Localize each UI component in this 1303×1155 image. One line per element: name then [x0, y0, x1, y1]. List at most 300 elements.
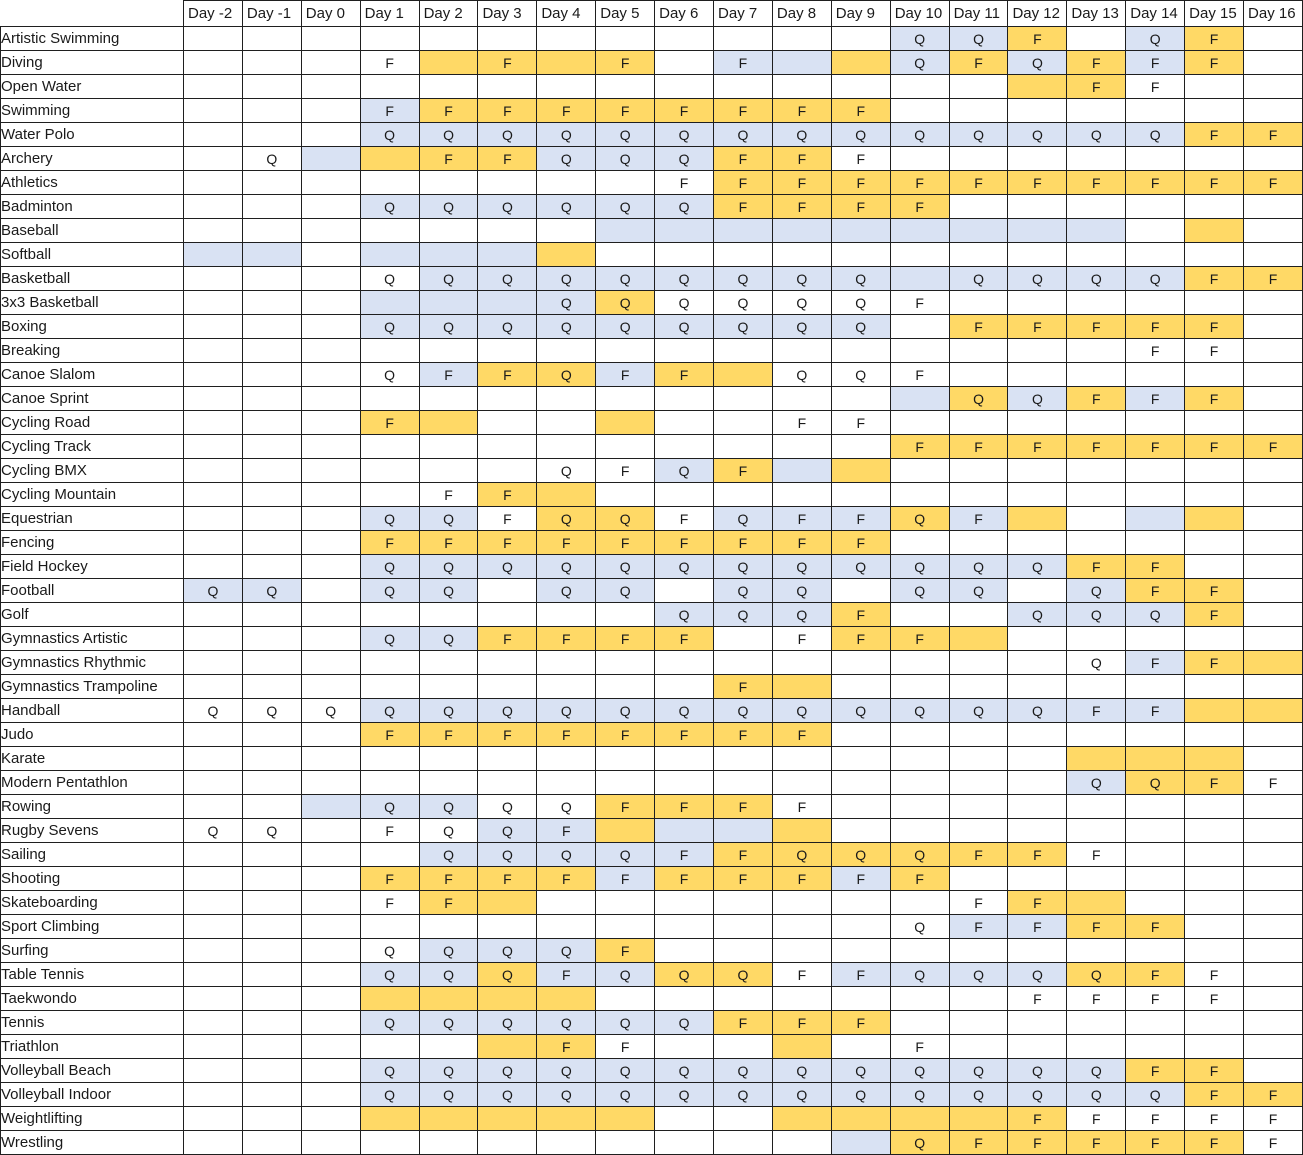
- schedule-cell[interactable]: Q: [537, 291, 596, 315]
- schedule-cell[interactable]: Q: [419, 819, 478, 843]
- schedule-cell[interactable]: [184, 315, 243, 339]
- schedule-cell[interactable]: Q: [596, 555, 655, 579]
- schedule-cell[interactable]: [184, 51, 243, 75]
- schedule-cell[interactable]: Q: [1067, 1059, 1126, 1083]
- schedule-cell[interactable]: Q: [1008, 963, 1067, 987]
- schedule-cell[interactable]: [1244, 291, 1303, 315]
- schedule-cell[interactable]: [360, 771, 419, 795]
- schedule-cell[interactable]: F: [419, 483, 478, 507]
- schedule-cell[interactable]: [596, 819, 655, 843]
- schedule-cell[interactable]: Q: [890, 843, 949, 867]
- schedule-cell[interactable]: [1244, 651, 1303, 675]
- schedule-cell[interactable]: F: [1185, 963, 1244, 987]
- schedule-cell[interactable]: [831, 387, 890, 411]
- schedule-cell[interactable]: [184, 1131, 243, 1155]
- schedule-cell[interactable]: [1244, 1011, 1303, 1035]
- schedule-cell[interactable]: [772, 459, 831, 483]
- schedule-cell[interactable]: [419, 651, 478, 675]
- schedule-cell[interactable]: Q: [831, 267, 890, 291]
- schedule-cell[interactable]: [596, 747, 655, 771]
- schedule-cell[interactable]: [184, 723, 243, 747]
- schedule-cell[interactable]: F: [714, 147, 773, 171]
- schedule-cell[interactable]: [890, 1011, 949, 1035]
- schedule-cell[interactable]: [301, 387, 360, 411]
- schedule-cell[interactable]: F: [478, 147, 537, 171]
- schedule-cell[interactable]: Q: [714, 555, 773, 579]
- schedule-cell[interactable]: [184, 795, 243, 819]
- day-header-3[interactable]: Day 3: [478, 1, 537, 27]
- schedule-cell[interactable]: [360, 1131, 419, 1155]
- schedule-cell[interactable]: [831, 795, 890, 819]
- schedule-cell[interactable]: F: [360, 867, 419, 891]
- schedule-cell[interactable]: [596, 27, 655, 51]
- schedule-cell[interactable]: [1185, 99, 1244, 123]
- schedule-cell[interactable]: [1244, 699, 1303, 723]
- schedule-cell[interactable]: [890, 75, 949, 99]
- schedule-cell[interactable]: [301, 435, 360, 459]
- schedule-cell[interactable]: [184, 387, 243, 411]
- schedule-cell[interactable]: Q: [419, 195, 478, 219]
- schedule-cell[interactable]: [1008, 627, 1067, 651]
- schedule-cell[interactable]: [655, 1107, 714, 1131]
- schedule-cell[interactable]: [301, 243, 360, 267]
- schedule-cell[interactable]: Q: [655, 267, 714, 291]
- schedule-cell[interactable]: F: [537, 531, 596, 555]
- schedule-cell[interactable]: [596, 435, 655, 459]
- day-header-2[interactable]: Day 2: [419, 1, 478, 27]
- schedule-cell[interactable]: F: [419, 363, 478, 387]
- schedule-cell[interactable]: [1067, 411, 1126, 435]
- schedule-cell[interactable]: [537, 75, 596, 99]
- schedule-cell[interactable]: F: [596, 363, 655, 387]
- schedule-cell[interactable]: [1244, 579, 1303, 603]
- schedule-cell[interactable]: Q: [537, 147, 596, 171]
- schedule-cell[interactable]: Q: [890, 1131, 949, 1155]
- schedule-cell[interactable]: Q: [478, 267, 537, 291]
- schedule-cell[interactable]: Q: [537, 795, 596, 819]
- schedule-cell[interactable]: [772, 219, 831, 243]
- schedule-cell[interactable]: Q: [772, 267, 831, 291]
- schedule-cell[interactable]: [831, 747, 890, 771]
- schedule-cell[interactable]: Q: [655, 123, 714, 147]
- schedule-cell[interactable]: [301, 75, 360, 99]
- schedule-cell[interactable]: [949, 1035, 1008, 1059]
- schedule-cell[interactable]: Q: [478, 195, 537, 219]
- schedule-cell[interactable]: [419, 75, 478, 99]
- schedule-cell[interactable]: [242, 1131, 301, 1155]
- schedule-cell[interactable]: Q: [478, 699, 537, 723]
- schedule-cell[interactable]: [184, 507, 243, 531]
- schedule-cell[interactable]: Q: [537, 555, 596, 579]
- schedule-cell[interactable]: Q: [537, 363, 596, 387]
- schedule-cell[interactable]: [301, 843, 360, 867]
- schedule-cell[interactable]: [949, 291, 1008, 315]
- sport-label[interactable]: Skateboarding: [1, 891, 184, 915]
- schedule-cell[interactable]: F: [1185, 171, 1244, 195]
- schedule-cell[interactable]: [714, 483, 773, 507]
- schedule-cell[interactable]: [1126, 243, 1185, 267]
- schedule-cell[interactable]: [890, 987, 949, 1011]
- schedule-cell[interactable]: [1008, 147, 1067, 171]
- schedule-cell[interactable]: [301, 987, 360, 1011]
- sport-label[interactable]: Cycling BMX: [1, 459, 184, 483]
- schedule-cell[interactable]: [478, 1035, 537, 1059]
- schedule-cell[interactable]: [890, 771, 949, 795]
- schedule-cell[interactable]: [301, 531, 360, 555]
- schedule-cell[interactable]: Q: [1008, 1059, 1067, 1083]
- schedule-cell[interactable]: F: [1126, 915, 1185, 939]
- schedule-cell[interactable]: Q: [890, 579, 949, 603]
- schedule-cell[interactable]: F: [419, 723, 478, 747]
- schedule-cell[interactable]: [714, 363, 773, 387]
- schedule-cell[interactable]: [301, 195, 360, 219]
- schedule-cell[interactable]: [242, 843, 301, 867]
- schedule-cell[interactable]: F: [1126, 435, 1185, 459]
- schedule-cell[interactable]: [360, 243, 419, 267]
- schedule-cell[interactable]: [242, 363, 301, 387]
- schedule-cell[interactable]: [655, 651, 714, 675]
- schedule-cell[interactable]: F: [831, 507, 890, 531]
- schedule-cell[interactable]: Q: [419, 579, 478, 603]
- schedule-cell[interactable]: F: [478, 867, 537, 891]
- sport-label[interactable]: Artistic Swimming: [1, 27, 184, 51]
- schedule-cell[interactable]: [360, 387, 419, 411]
- schedule-cell[interactable]: [301, 819, 360, 843]
- schedule-cell[interactable]: [772, 1107, 831, 1131]
- schedule-cell[interactable]: F: [537, 99, 596, 123]
- schedule-cell[interactable]: Q: [1008, 267, 1067, 291]
- schedule-cell[interactable]: [301, 291, 360, 315]
- day-header-13[interactable]: Day 13: [1067, 1, 1126, 27]
- schedule-cell[interactable]: [242, 243, 301, 267]
- schedule-cell[interactable]: [890, 723, 949, 747]
- schedule-cell[interactable]: [1126, 459, 1185, 483]
- schedule-cell[interactable]: F: [714, 675, 773, 699]
- schedule-cell[interactable]: [655, 915, 714, 939]
- schedule-cell[interactable]: [1126, 795, 1185, 819]
- schedule-cell[interactable]: F: [596, 531, 655, 555]
- schedule-cell[interactable]: [772, 987, 831, 1011]
- schedule-cell[interactable]: [655, 771, 714, 795]
- schedule-cell[interactable]: [1185, 1011, 1244, 1035]
- sport-label[interactable]: Badminton: [1, 195, 184, 219]
- schedule-cell[interactable]: [772, 387, 831, 411]
- schedule-cell[interactable]: F: [1067, 1131, 1126, 1155]
- schedule-cell[interactable]: Q: [714, 123, 773, 147]
- schedule-cell[interactable]: Q: [360, 579, 419, 603]
- schedule-cell[interactable]: [949, 195, 1008, 219]
- schedule-cell[interactable]: F: [1008, 171, 1067, 195]
- schedule-cell[interactable]: F: [1126, 651, 1185, 675]
- schedule-cell[interactable]: [478, 219, 537, 243]
- schedule-cell[interactable]: F: [949, 843, 1008, 867]
- schedule-cell[interactable]: [537, 771, 596, 795]
- schedule-cell[interactable]: F: [655, 507, 714, 531]
- schedule-cell[interactable]: [1067, 747, 1126, 771]
- schedule-cell[interactable]: F: [1067, 75, 1126, 99]
- schedule-cell[interactable]: F: [1185, 1083, 1244, 1107]
- schedule-cell[interactable]: [301, 507, 360, 531]
- schedule-cell[interactable]: [478, 891, 537, 915]
- schedule-cell[interactable]: [1008, 723, 1067, 747]
- schedule-cell[interactable]: [184, 267, 243, 291]
- schedule-cell[interactable]: [655, 675, 714, 699]
- schedule-cell[interactable]: [242, 771, 301, 795]
- day-header-8[interactable]: Day 8: [772, 1, 831, 27]
- schedule-cell[interactable]: Q: [360, 195, 419, 219]
- schedule-cell[interactable]: [831, 219, 890, 243]
- schedule-cell[interactable]: F: [714, 171, 773, 195]
- schedule-cell[interactable]: F: [890, 291, 949, 315]
- schedule-cell[interactable]: [949, 771, 1008, 795]
- schedule-cell[interactable]: [360, 747, 419, 771]
- schedule-cell[interactable]: Q: [537, 195, 596, 219]
- schedule-cell[interactable]: [1244, 363, 1303, 387]
- schedule-cell[interactable]: [242, 1083, 301, 1107]
- schedule-cell[interactable]: F: [596, 795, 655, 819]
- schedule-cell[interactable]: Q: [1126, 123, 1185, 147]
- schedule-cell[interactable]: [831, 723, 890, 747]
- schedule-cell[interactable]: Q: [184, 819, 243, 843]
- schedule-cell[interactable]: [1185, 459, 1244, 483]
- schedule-cell[interactable]: F: [596, 939, 655, 963]
- schedule-cell[interactable]: [655, 1035, 714, 1059]
- schedule-cell[interactable]: [1185, 843, 1244, 867]
- schedule-cell[interactable]: [596, 1107, 655, 1131]
- schedule-cell[interactable]: [596, 675, 655, 699]
- schedule-cell[interactable]: F: [1185, 1059, 1244, 1083]
- schedule-cell[interactable]: [655, 747, 714, 771]
- schedule-cell[interactable]: [1244, 315, 1303, 339]
- schedule-cell[interactable]: [301, 27, 360, 51]
- schedule-cell[interactable]: [301, 939, 360, 963]
- schedule-cell[interactable]: Q: [537, 939, 596, 963]
- schedule-cell[interactable]: [772, 819, 831, 843]
- schedule-cell[interactable]: [242, 51, 301, 75]
- schedule-cell[interactable]: [1126, 819, 1185, 843]
- sport-label[interactable]: Fencing: [1, 531, 184, 555]
- schedule-cell[interactable]: [655, 411, 714, 435]
- schedule-cell[interactable]: F: [949, 507, 1008, 531]
- schedule-cell[interactable]: [596, 171, 655, 195]
- schedule-cell[interactable]: [949, 1107, 1008, 1131]
- schedule-cell[interactable]: F: [1185, 27, 1244, 51]
- schedule-cell[interactable]: Q: [1067, 963, 1126, 987]
- schedule-cell[interactable]: Q: [537, 843, 596, 867]
- schedule-cell[interactable]: [419, 771, 478, 795]
- schedule-cell[interactable]: [1008, 339, 1067, 363]
- schedule-cell[interactable]: F: [714, 795, 773, 819]
- schedule-cell[interactable]: [1244, 411, 1303, 435]
- schedule-cell[interactable]: [655, 435, 714, 459]
- schedule-cell[interactable]: F: [831, 531, 890, 555]
- schedule-cell[interactable]: [360, 987, 419, 1011]
- schedule-cell[interactable]: [1067, 891, 1126, 915]
- schedule-cell[interactable]: [772, 435, 831, 459]
- schedule-cell[interactable]: [184, 339, 243, 363]
- schedule-cell[interactable]: [655, 1131, 714, 1155]
- schedule-cell[interactable]: [360, 27, 419, 51]
- schedule-cell[interactable]: [184, 1059, 243, 1083]
- schedule-cell[interactable]: F: [714, 459, 773, 483]
- schedule-cell[interactable]: F: [772, 507, 831, 531]
- sport-label[interactable]: Swimming: [1, 99, 184, 123]
- schedule-cell[interactable]: Q: [1008, 699, 1067, 723]
- schedule-cell[interactable]: F: [360, 531, 419, 555]
- schedule-cell[interactable]: F: [714, 531, 773, 555]
- schedule-cell[interactable]: [1067, 219, 1126, 243]
- schedule-cell[interactable]: F: [1244, 1107, 1303, 1131]
- schedule-cell[interactable]: Q: [360, 315, 419, 339]
- schedule-cell[interactable]: F: [890, 195, 949, 219]
- schedule-cell[interactable]: F: [1008, 27, 1067, 51]
- schedule-cell[interactable]: [537, 435, 596, 459]
- schedule-cell[interactable]: [360, 483, 419, 507]
- schedule-cell[interactable]: Q: [478, 963, 537, 987]
- schedule-cell[interactable]: F: [949, 171, 1008, 195]
- schedule-cell[interactable]: [478, 987, 537, 1011]
- day-header-15[interactable]: Day 15: [1185, 1, 1244, 27]
- schedule-cell[interactable]: F: [596, 51, 655, 75]
- schedule-cell[interactable]: F: [596, 1035, 655, 1059]
- schedule-cell[interactable]: [1008, 579, 1067, 603]
- schedule-cell[interactable]: Q: [890, 123, 949, 147]
- schedule-cell[interactable]: [478, 411, 537, 435]
- schedule-cell[interactable]: F: [478, 507, 537, 531]
- schedule-cell[interactable]: Q: [949, 27, 1008, 51]
- schedule-cell[interactable]: [184, 219, 243, 243]
- schedule-cell[interactable]: Q: [1126, 1083, 1185, 1107]
- sport-label[interactable]: Judo: [1, 723, 184, 747]
- schedule-cell[interactable]: F: [655, 171, 714, 195]
- schedule-cell[interactable]: Q: [655, 699, 714, 723]
- schedule-cell[interactable]: F: [1185, 267, 1244, 291]
- schedule-cell[interactable]: [890, 939, 949, 963]
- schedule-cell[interactable]: [1008, 675, 1067, 699]
- day-header-16[interactable]: Day 16: [1244, 1, 1303, 27]
- schedule-cell[interactable]: [1244, 483, 1303, 507]
- schedule-cell[interactable]: [242, 411, 301, 435]
- schedule-cell[interactable]: Q: [1067, 651, 1126, 675]
- schedule-cell[interactable]: [831, 819, 890, 843]
- schedule-cell[interactable]: [242, 459, 301, 483]
- schedule-cell[interactable]: [1067, 627, 1126, 651]
- schedule-cell[interactable]: Q: [1067, 1083, 1126, 1107]
- schedule-cell[interactable]: Q: [537, 123, 596, 147]
- schedule-cell[interactable]: [655, 579, 714, 603]
- schedule-cell[interactable]: Q: [360, 363, 419, 387]
- schedule-cell[interactable]: Q: [596, 147, 655, 171]
- schedule-cell[interactable]: F: [831, 195, 890, 219]
- schedule-cell[interactable]: [890, 411, 949, 435]
- schedule-cell[interactable]: Q: [890, 51, 949, 75]
- schedule-cell[interactable]: [1008, 291, 1067, 315]
- schedule-cell[interactable]: [1126, 675, 1185, 699]
- schedule-cell[interactable]: [1244, 99, 1303, 123]
- schedule-cell[interactable]: [1185, 243, 1244, 267]
- schedule-cell[interactable]: [419, 435, 478, 459]
- schedule-cell[interactable]: [242, 795, 301, 819]
- schedule-cell[interactable]: F: [596, 99, 655, 123]
- schedule-cell[interactable]: [301, 123, 360, 147]
- schedule-cell[interactable]: F: [1185, 1107, 1244, 1131]
- schedule-cell[interactable]: [1008, 747, 1067, 771]
- schedule-cell[interactable]: F: [1067, 51, 1126, 75]
- schedule-cell[interactable]: [184, 75, 243, 99]
- sport-label[interactable]: Sailing: [1, 843, 184, 867]
- schedule-cell[interactable]: Q: [772, 315, 831, 339]
- sport-label[interactable]: Football: [1, 579, 184, 603]
- schedule-cell[interactable]: [831, 915, 890, 939]
- schedule-cell[interactable]: [1008, 939, 1067, 963]
- schedule-cell[interactable]: [1067, 795, 1126, 819]
- schedule-cell[interactable]: F: [1008, 315, 1067, 339]
- schedule-cell[interactable]: F: [478, 99, 537, 123]
- schedule-cell[interactable]: Q: [655, 1059, 714, 1083]
- schedule-cell[interactable]: [949, 795, 1008, 819]
- schedule-cell[interactable]: Q: [831, 555, 890, 579]
- schedule-cell[interactable]: Q: [714, 315, 773, 339]
- schedule-cell[interactable]: Q: [1008, 51, 1067, 75]
- schedule-cell[interactable]: F: [772, 531, 831, 555]
- schedule-cell[interactable]: [714, 27, 773, 51]
- schedule-cell[interactable]: [1067, 459, 1126, 483]
- schedule-cell[interactable]: F: [360, 51, 419, 75]
- schedule-cell[interactable]: F: [655, 843, 714, 867]
- schedule-cell[interactable]: [301, 795, 360, 819]
- schedule-cell[interactable]: [301, 171, 360, 195]
- schedule-cell[interactable]: [360, 459, 419, 483]
- schedule-cell[interactable]: [184, 435, 243, 459]
- day-header-4[interactable]: Day 4: [537, 1, 596, 27]
- schedule-cell[interactable]: [1067, 939, 1126, 963]
- schedule-cell[interactable]: [655, 51, 714, 75]
- schedule-cell[interactable]: [478, 387, 537, 411]
- schedule-cell[interactable]: F: [596, 723, 655, 747]
- schedule-cell[interactable]: [242, 1059, 301, 1083]
- schedule-cell[interactable]: [1244, 75, 1303, 99]
- schedule-cell[interactable]: Q: [242, 579, 301, 603]
- sport-label[interactable]: Basketball: [1, 267, 184, 291]
- schedule-cell[interactable]: [772, 51, 831, 75]
- schedule-cell[interactable]: [1244, 1059, 1303, 1083]
- schedule-cell[interactable]: F: [714, 99, 773, 123]
- schedule-cell[interactable]: F: [1067, 171, 1126, 195]
- schedule-cell[interactable]: [419, 339, 478, 363]
- schedule-cell[interactable]: F: [1067, 435, 1126, 459]
- schedule-cell[interactable]: [301, 1107, 360, 1131]
- schedule-cell[interactable]: F: [1185, 339, 1244, 363]
- schedule-cell[interactable]: [184, 147, 243, 171]
- schedule-cell[interactable]: [772, 915, 831, 939]
- schedule-cell[interactable]: [537, 51, 596, 75]
- schedule-cell[interactable]: [478, 1131, 537, 1155]
- schedule-cell[interactable]: Q: [714, 1083, 773, 1107]
- schedule-cell[interactable]: [360, 435, 419, 459]
- schedule-cell[interactable]: F: [478, 51, 537, 75]
- schedule-cell[interactable]: [655, 891, 714, 915]
- schedule-cell[interactable]: [655, 483, 714, 507]
- schedule-cell[interactable]: [1067, 483, 1126, 507]
- schedule-cell[interactable]: [1008, 1011, 1067, 1035]
- schedule-cell[interactable]: [360, 915, 419, 939]
- schedule-cell[interactable]: [537, 1131, 596, 1155]
- schedule-cell[interactable]: [478, 459, 537, 483]
- schedule-cell[interactable]: [714, 987, 773, 1011]
- schedule-cell[interactable]: [301, 963, 360, 987]
- sport-label[interactable]: Taekwondo: [1, 987, 184, 1011]
- schedule-cell[interactable]: Q: [419, 939, 478, 963]
